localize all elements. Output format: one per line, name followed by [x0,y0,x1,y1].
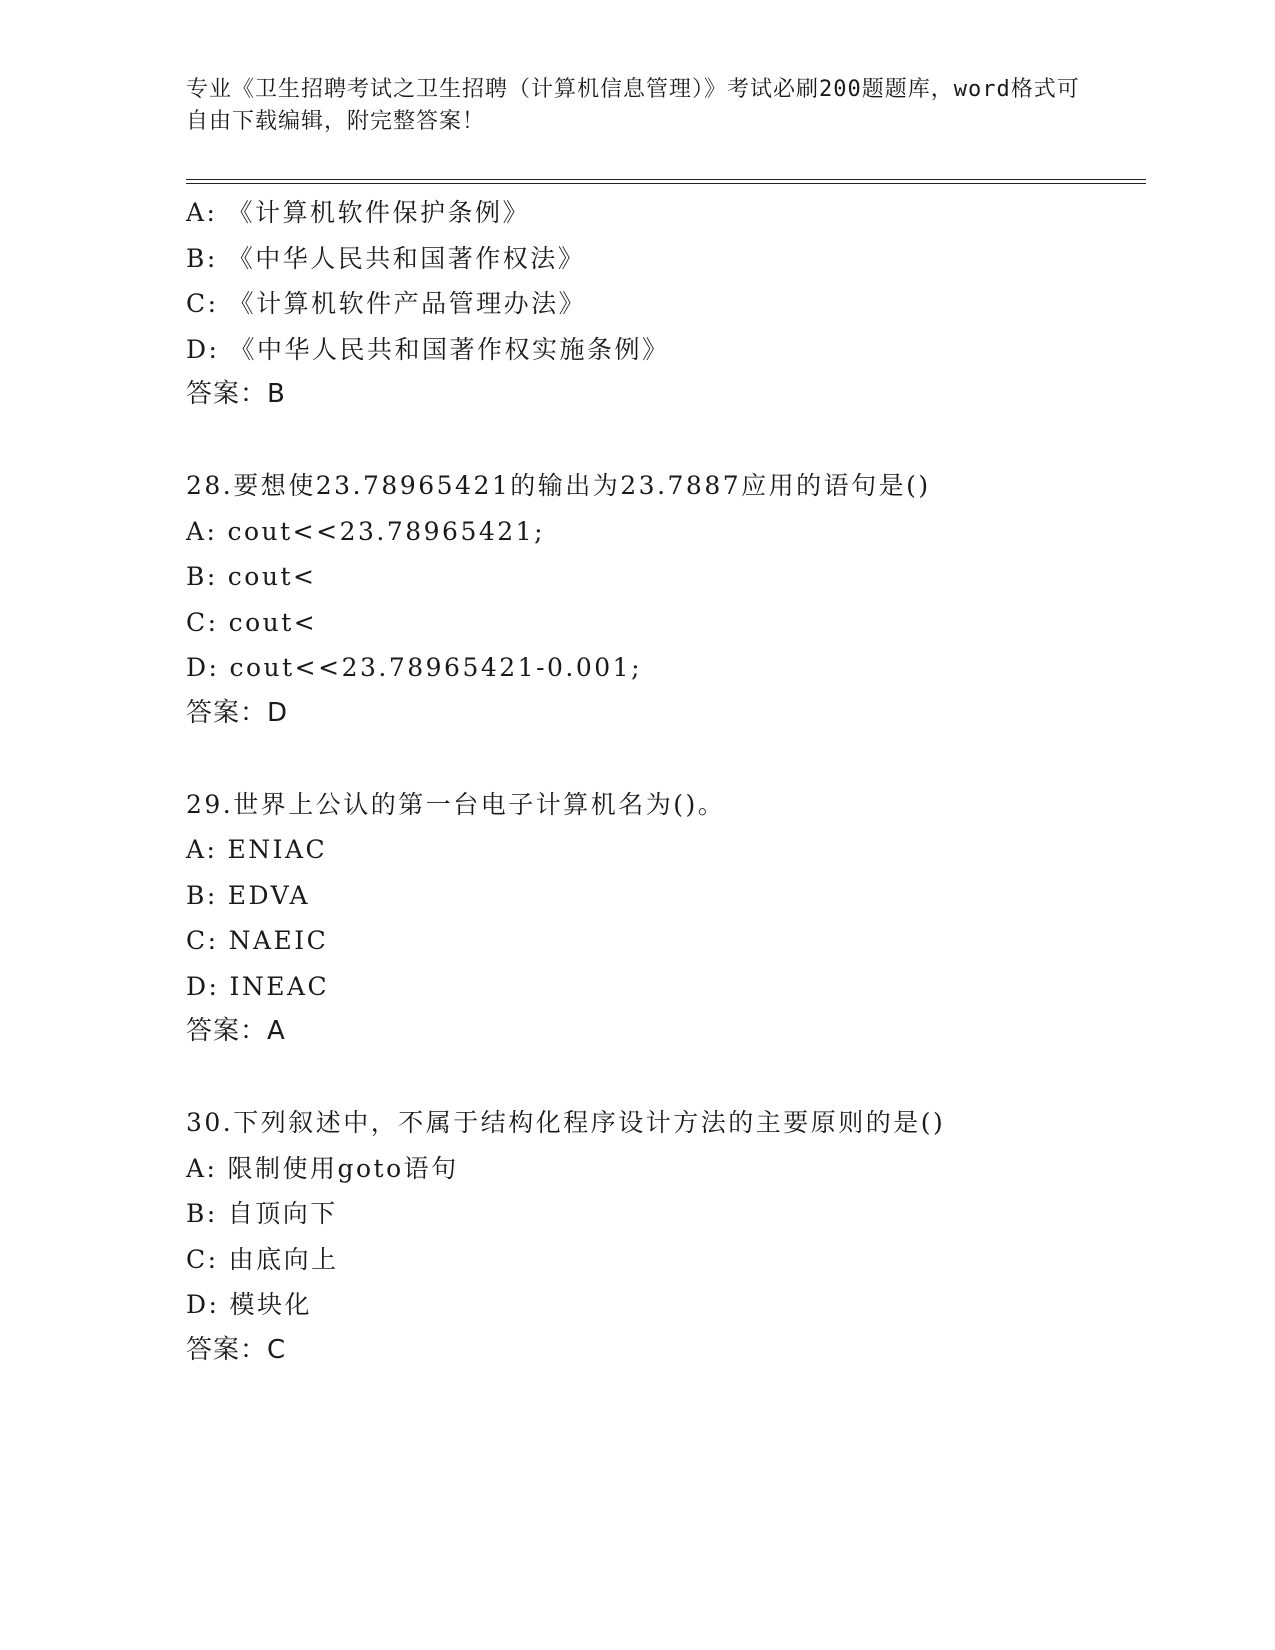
option-c: C: 由底向上 [186,1244,339,1274]
answer-line: 答案：B [186,379,286,409]
option-a: A: cout<<23.78965421; [186,516,546,546]
answer-line: 答案：A [186,1016,286,1046]
question-block [186,1100,1146,1373]
option-b: B: 《中华人民共和国著作权法》 [186,243,586,273]
option-d: D: INEAC [186,971,330,1001]
header-rule-top [186,179,1146,180]
answer-line: 答案：C [186,1334,287,1365]
document-header: 专业《卫生招聘考试之卫生招聘（计算机信息管理）》考试必刷200题题库，word格式可自由下载编辑，附完整答案！ [186,77,1080,134]
option-b: B: cout< [186,562,317,591]
option-b: B: 自顶向下 [186,1199,338,1228]
header-rule-bottom [186,183,1146,184]
question-list [186,190,1146,1373]
option-c: C: 《计算机软件产品管理办法》 [186,289,587,318]
option-c: C: cout< [186,607,318,637]
option-d: D: 《中华人民共和国著作权实施条例》 [186,334,670,364]
option-a: A: 限制使用goto语句 [186,1153,459,1183]
answer-line: 答案：D [186,697,289,728]
option-d: D: cout<<23.78965421-0.001; [186,653,643,682]
option-a: A: ENIAC [186,835,328,864]
question-stem: 28.要想使23.78965421的输出为23.7887应用的语句是() [186,471,931,500]
question-stem: 30.下列叙述中，不属于结构化程序设计方法的主要原则的是() [186,1108,946,1137]
option-d: D: 模块化 [186,1290,312,1319]
question-block [186,190,1146,418]
question-stem: 29.世界上公认的第一台电子计算机名为()。 [186,789,726,819]
question-block [186,782,1146,1055]
option-b: B: EDVA [186,880,311,910]
question-block [186,463,1146,736]
option-c: C: NAEIC [186,926,329,955]
option-a: A: 《计算机软件保护条例》 [186,198,530,227]
